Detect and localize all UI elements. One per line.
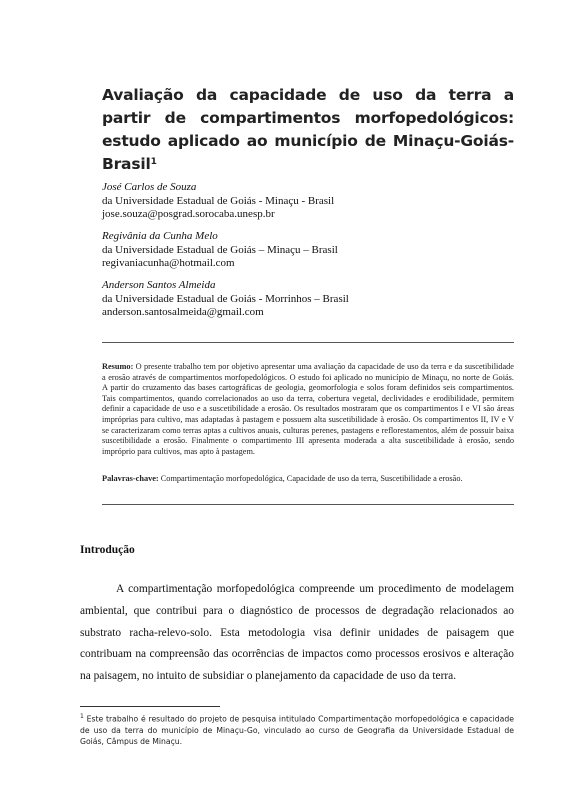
title-footnote-mark: 1: [150, 157, 157, 167]
author-affiliation: da Universidade Estadual de Goiás - Minaçu - Brasil: [102, 194, 335, 207]
author-email: jose.souza@posgrad.sorocaba.unesp.br: [102, 208, 275, 220]
footnote-text: Este trabalho é resultado do projeto de pesquisa intitulado Compartimentação morfopedológica e capacidade de uso da terra do município de Minaçu-Go, vinculado ao curso de Geografia da Universidade Estadual de Goiás, Câmpus de Minaçu.: [80, 714, 514, 746]
author-block-2: [102, 230, 522, 271]
keywords-label: Palavras-chave:: [102, 474, 159, 483]
footnote-separator: [80, 706, 220, 707]
author-email: anderson.santosalmeida@gmail.com: [102, 306, 264, 318]
author-name: Anderson Santos Almeida: [102, 279, 216, 291]
abstract-text: O presente trabalho tem por objetivo apresentar uma avaliação da capacidade de uso da terra e da suscetibilidade a erosão através de compartimentos morfopedológicos. O estudo foi aplicado no município de Minaçu, no norte de Goiás. A partir do cruzamento das bases cartográficas de geologia, geomorfologia e solos foram definidos seis compartimentos. Tais compartimentos, quando correlacionados ao uso da terra, cobertura vegetal, declividades e erodibilidade, permitem definir a capacidade de uso e a suscetibilidade a erosão. Os resultados mostraram que os compartimentos I e VI são áreas impróprias para cultivo, mas adaptadas à pastagem e possuem alta suscetibilidade à erosão. Os compartimentos II, IV e V se caracterizaram como terras aptas a cultivos anuais, culturas perenes, pastagens e reflorestamentos, além de possuir baixa suscetibilidade a erosão. Finalmente o compartimento III apresenta moderada a alta suscetibilidade à erosão, sendo impróprio para cultivos, mas apto à pastagem.: [102, 362, 514, 456]
keywords: [102, 474, 514, 485]
keywords-text: Compartimentação morfopedológica, Capacidade de uso da terra, Suscetibilidade a erosão.: [160, 474, 463, 483]
abstract-label: Resumo:: [102, 362, 134, 371]
author-affiliation: da Universidade Estadual de Goiás - Morrinhos – Brasil: [102, 292, 349, 305]
introduction-paragraph: A compartimentação morfopedológica compreende um procedimento de modelagem ambiental, que contribui para o diagnóstico de processos de degradação relacionados ao substrato racha-relevo-solo. Esta metodologia visa definir unidades de paisagem que contribuam na compreensão das ocorrências de impactos como processos erosivos e alteração na paisagem, no intuito de subsidiar o planejamento da capacidade de uso da terra.: [80, 583, 514, 683]
footnote-mark: 1: [80, 713, 84, 720]
author-affiliation: da Universidade Estadual de Goiás – Minaçu – Brasil: [102, 243, 338, 256]
section-heading-introduction: Introdução: [80, 544, 135, 556]
author-block-1: [102, 181, 522, 222]
abstract: [102, 362, 514, 457]
author-name: José Carlos de Souza: [102, 181, 197, 193]
abstract-top-rule: [102, 342, 514, 343]
author-email: regivaniacunha@hotmail.com: [102, 257, 235, 269]
author-name: Regivânia da Cunha Melo: [102, 230, 218, 242]
footnote: [80, 711, 514, 747]
paper-title: [102, 84, 514, 176]
paper-title-text: Avaliação da capacidade de uso da terra a partir de compartimentos morfopedológicos: estudo aplicado ao município de Minaçu-Goiás-Brasil: [102, 86, 514, 173]
abstract-bottom-rule: [102, 504, 514, 505]
author-block-3: [102, 279, 522, 320]
